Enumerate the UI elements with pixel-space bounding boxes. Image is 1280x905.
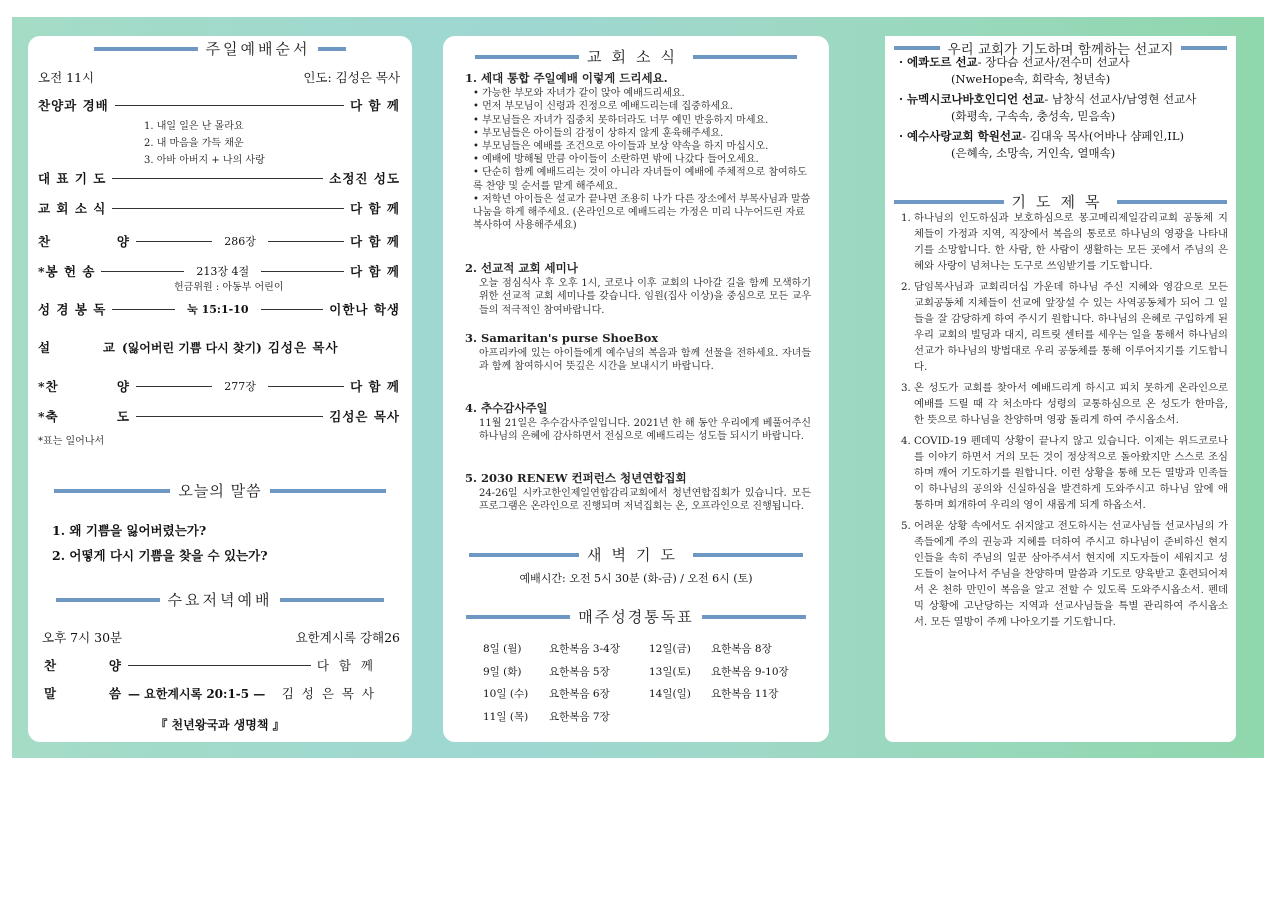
news-bullet: • 저학년 아이들은 설교가 끝나면 조용히 나가 다른 장소에서 부목사님과 말씀 나눔을 하게 해주세요. (온라인으로 예배드리는 가정은 미리 나누어드린 자료 복사하여 사용해주세요): [473, 193, 811, 232]
news-panel: [443, 36, 829, 742]
prayer-header: [885, 191, 1236, 212]
reading-right-text: 요한복음 8장 요한복음 9-10장 요한복음 11장: [711, 643, 789, 700]
news-bullet: • 부모님들은 예배를 조건으로 아이들과 보상 약속을 하지 마십시오.: [473, 141, 769, 153]
wednesday-praise-row: 찬 양 다 함 께: [44, 658, 376, 673]
reading-header: [443, 606, 829, 627]
dawn-title: 새벽기도: [587, 546, 685, 564]
prayer-item: 4. COVID-19 펜데믹 상황이 끝나지 않고 있습니다. 이제는 위드코로나를 이야기 하면서 거의 모든 것이 정상적으로 돌아왔지만 스스로 조심하며 깨어 기도하기를 원합니다. 이런 상황을 통해 모든 열방과 민족들이 하나님의 공의와 신실하심을 발견하게 도와주시고 하나님 앞에 애통하며 회개하여 우리의 영이 새롭게 되게 하옵소서.: [901, 435, 1228, 511]
news-item-1: 1. 세대 통합 주일예배 이렇게 드리세요. • 가능한 부모와 자녀가 같이 앉아 예배드리세요. • 먼저 부모님이 신령과 진정으로 예배드리는데 집중하세요. • 부모님들은 자녀가 집중치 못하더라도 너무 예민 반응하지 마세요. • 부모님들은 아이들의 감정이 상하지 않게 훈육해주세요. • 부모님들은 예배를 조건으로 아이들과 보상 약속을 하지 마십시오. • 예배에 방해될 만큼 아이들이 소란하면 밖에 나갔다 들어오세요. • 단순히 함께 예배드리는 것이 아니라 자녀들이 예배에 주체적으로 참여하도록 찬양 및 순서를 맡게 해주세요. • 저학년 아이들은 설교가 끝나면 조용히 나가 다른 장소에서 부목사님과 말씀 나눔을 하게 해주세요. (온라인으로 예배드리는 가정은 미리 나누어드린 자료 복사하여 사용해주세요): [465, 71, 811, 232]
prayer-item: 2. 담임목사님과 교회리더십 가운데 하나님 주신 지혜와 영감으로 모든 교회공동체 지체들이 선교에 앞장설 수 있는 사역공동체가 되어 그 일들을 잘 감당하게 하여 주시기 원합니다. 하나님의 은혜로 구입하게 된 우리 교회의 빌딩과 대지, 리트릿 센터를 세우는 일을 통해서 하나님의 선교가 하나님의 방법대로 우리 공동체를 통해 이루어지기를 기도합니다.: [901, 281, 1228, 373]
prayer-title: 기도제목: [1011, 193, 1110, 211]
news-bullet: • 가능한 부모와 자녀가 같이 앉아 예배드리세요.: [473, 88, 685, 100]
reading-left-text: 요한복음 3-4장 요한복음 5장 요한복음 6장 요한복음 7장: [549, 643, 620, 723]
news-bullet: • 예배에 방해될 만큼 아이들이 소란하면 밖에 나갔다 들어오세요.: [473, 154, 759, 166]
mission-item: · 예수사랑교회 학원선교- 김대욱 목사(어바나 샴페인,IL): [899, 129, 1184, 143]
order-item-scripture: 성 경 봉 독 눅 15:1-10 이한나 학생: [38, 302, 401, 317]
worship-time: 오전 11시: [38, 70, 95, 85]
order-item-offering: *봉 헌 송 213장 4절 다 함 께: [38, 264, 400, 279]
offering-note: 헌금위원 : 아동부 어린이: [174, 282, 284, 293]
dawn-time: 예배시간: 오전 5시 30분 (화-금) / 오전 6시 (토): [519, 572, 753, 585]
mission-item: · 뉴멕시코나바호인디언 선교- 남창식 선교사/남영현 선교사: [899, 92, 1197, 106]
prayer-item: 5. 어려운 상황 속에서도 쉬지않고 전도하시는 선교사님들 선교사님의 가족들에게 주의 권능과 지혜를 더하여 주시고 하나님이 준비하신 현지인들을 속히 주님의 일꾼 삼아주셔서 현지에 지도자들이 세워지고 성도들이 늘어나서 주님을 찬양하며 말씀과 기도로 양육받고 훈련되어져서 온 천하 만민이 복음을 알고 전할 수 있도록 도와주시옵소서. 펜데믹 상황에 고난당하는 지역과 선교사님들을 특별 관리하여 주시옵소서. 모든 열방이 주께 나아오기를 기도합니다.: [901, 520, 1228, 628]
dawn-header: [443, 544, 829, 565]
today-word-item: 2. 어떻게 다시 기쁨을 찾을 수 있는가?: [52, 548, 268, 563]
stand-note: *표는 일어나서: [38, 436, 105, 447]
worship-time-row: [38, 68, 400, 86]
worship-leader: 인도: 김성은 목사: [303, 70, 400, 85]
wednesday-time-row: 오후 7시 30분 요한계시록 강해26: [42, 630, 400, 645]
prayer-item: 1. 하나님의 인도하심과 보호하심으로 몽고메리제일감리교회 공동체 지체들이 가정과 지역, 직장에서 복음의 통로로 하나님의 영광을 나타내기를 소망합니다. 한 사람, 한 사람이 생활하는 모든 곳에서 주님의 은혜와 사랑이 넘쳐나는 도구로 쓰임받기를 기도합니다.: [901, 212, 1228, 272]
news-header: [443, 46, 829, 67]
order-item-closing-hymn: *찬 양 277장 다 함 께: [38, 379, 400, 394]
today-word-header: [28, 480, 412, 501]
worship-panel: [28, 36, 412, 742]
news-item-2: 2. 선교적 교회 세미나 오늘 점심식사 후 오후 1시, 코로나 이후 교회의 나아갈 길을 함께 모색하기 위한 선교적 교회 세미나를 갖습니다. 임원(집사 이상)을 중심으로 모든 교우들의 적극적인 참여바랍니다.: [465, 261, 811, 316]
wednesday-sermon-title: 『 천년왕국과 생명책 』: [155, 718, 285, 732]
worship-title: 주일예배순서: [205, 40, 311, 58]
worship-header: [28, 38, 412, 59]
today-word-item: 1. 왜 기쁨을 잃어버렸는가?: [52, 523, 207, 538]
order-item-praise: 찬양과 경배 다 함 께: [38, 98, 400, 113]
order-item-prayer: 대 표 기 도 소정진 성도: [38, 171, 400, 186]
today-word-list: [52, 518, 268, 568]
order-item-news: 교 회 소 식 다 함 께: [38, 201, 400, 216]
prayer-list: [901, 210, 1228, 635]
prayer-item: 3. 온 성도가 교회를 찾아서 예배드리게 하시고 피치 못하게 온라인으로 예배를 드릴 때 각 처소마다 성령의 교통하심으로 온 성도가 한마음, 한 뜻으로 하나님을 찬양하며 영광 돌리게 하여 주시옵소서.: [901, 382, 1228, 426]
wednesday-title: 수요저녁예배: [167, 591, 273, 609]
news-bullet: • 단순히 함께 예배드리는 것이 아니라 자녀들이 예배에 주체적으로 참여하도록 찬양 및 순서를 맡게 해주세요.: [473, 167, 807, 192]
missions-prayer-panel: [885, 36, 1236, 742]
wednesday-header: [28, 589, 412, 610]
missions-title: 우리 교회가 기도하며 함께하는 선교지: [947, 42, 1174, 58]
news-item-3: 3. Samaritan's purse ShoeBox 아프리카에 있는 아이들에게 예수님의 복음과 함께 선물을 전하세요. 자녀들과 함께 참여하시어 뜻깊은 시간을 보내시기 바랍니다.: [465, 331, 811, 373]
today-word-title: 오늘의 말씀: [178, 482, 262, 500]
news-bullet: • 부모님들은 자녀가 집중치 못하더라도 너무 예민 반응하지 마세요.: [473, 114, 769, 126]
reading-title: 매주성경통독표: [578, 608, 694, 626]
news-bullet: • 부모님들은 아이들의 감정이 상하지 않게 훈육해주세요.: [473, 127, 724, 139]
order-item-sermon: 설 교 (잃어버린 기쁨 다시 찾기) 김성은 목사: [38, 340, 339, 355]
reading-right-days: 12일(금) 13일(토) 14일(일): [649, 643, 691, 700]
news-item-5: 5. 2030 RENEW 컨퍼런스 청년연합집회 24-26일 시카고한인제일연합감리교회에서 청년연합집회가 있습니다. 모든 프로그램은 온라인으로 진행되며 저녁집회는 온, 오프라인으로 진행됩니다.: [465, 471, 811, 513]
reading-left-days: 8일 (월) 9일 (화) 10일 (수) 11일 (목): [483, 643, 529, 723]
news-bullet: • 먼저 부모님이 신령과 진정으로 예배드리는데 집중하세요.: [473, 101, 733, 113]
order-item-hymn: 찬 양 286장 다 함 께: [38, 234, 400, 249]
mission-item: · 에콰도르 선교- 장다슴 선교사/전수미 선교사: [899, 55, 1130, 69]
praise-song-list: 1. 내일 일은 난 몰라요 2. 내 마음을 가득 채운 3. 아바 아버지 + 나의 사랑: [144, 121, 265, 166]
wednesday-word-row: 말 씀 — 요한계시록 20:1-5 — 김 성 은 목 사: [44, 686, 376, 701]
news-item-4: 4. 추수감사주일 11월 21일은 추수감사주일입니다. 2021년 한 해 동안 우리에게 베풀어주신 하나님의 은혜에 감사하면서 전심으로 예배드리는 성도들 되시기 바랍니다.: [465, 401, 811, 443]
news-title: 교회소식: [587, 48, 685, 66]
order-item-benediction: *축 도 김성은 목사: [38, 409, 400, 424]
wednesday-study: 요한계시록 강해26: [295, 630, 400, 645]
missions-list: · 에콰도르 선교- 장다슴 선교사/전수미 선교사 (NweHope속, 희락속, 청년속) · 뉴멕시코나바호인디언 선교- 남창식 선교사/남영현 선교사 (화평속, 구속속, 충성속, 믿음속) · 예수사랑교회 학원선교- 김대욱 목사(어바나 샴페인,IL) (은혜속, 소망속, 거인속, 열매속): [899, 54, 1226, 162]
